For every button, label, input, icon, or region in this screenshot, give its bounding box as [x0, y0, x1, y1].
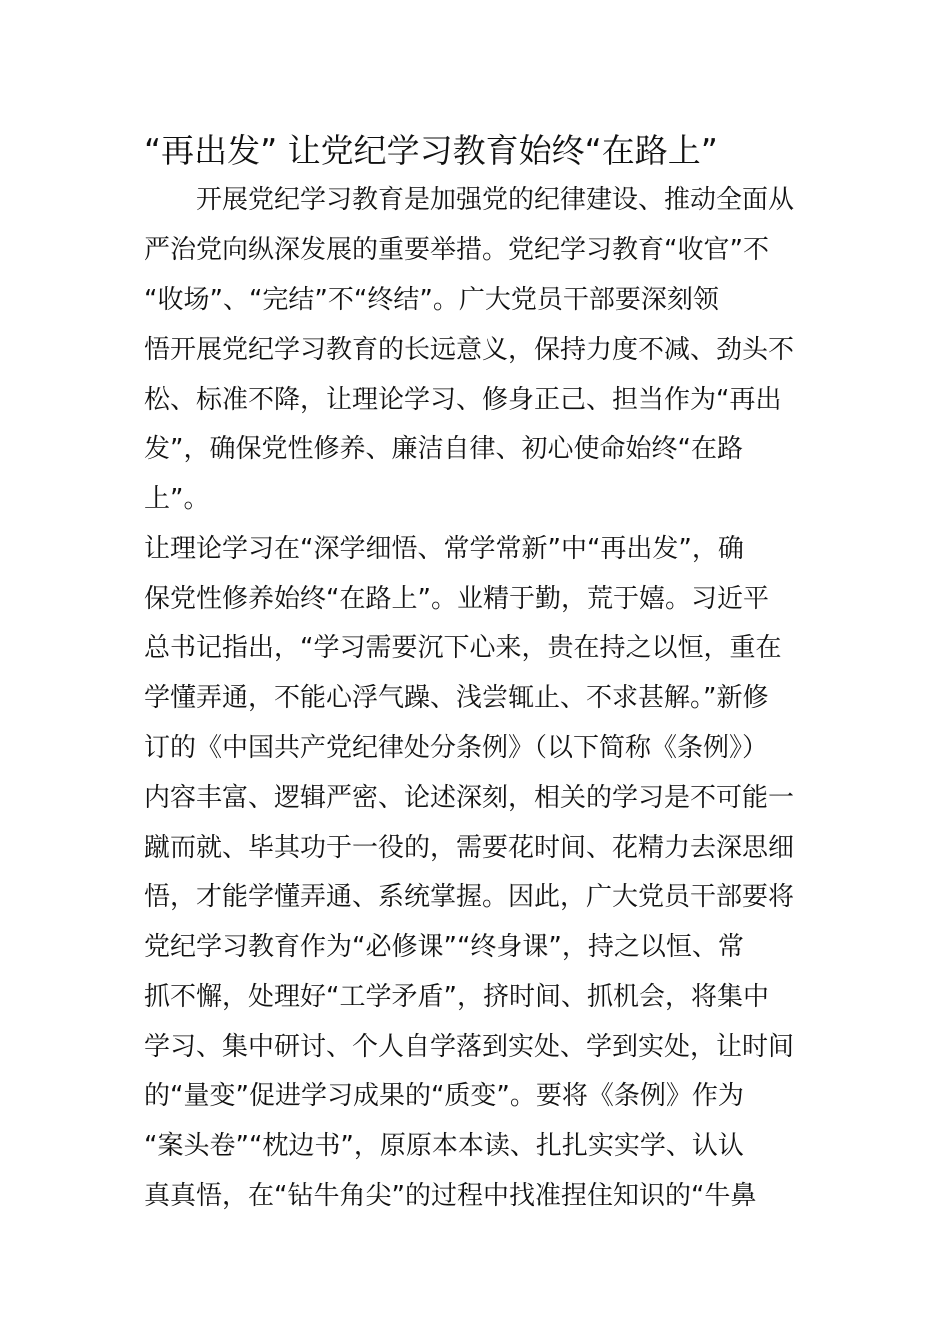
paragraph-line: 的“量变”促进学习成果的“质变”。要将《条例》作为: [144, 1081, 744, 1111]
document-title: “再出发” 让党纪学习教育始终“在路上”: [144, 131, 718, 170]
paragraph-line: “收场”、“完结”不“终结”。广大党员干部要深刻领: [144, 285, 719, 315]
paragraph-line: 上”。: [144, 484, 210, 514]
paragraph-line: 严治党向纵深发展的重要举措。党纪学习教育“收官”不: [144, 235, 769, 265]
paragraph-line: 学懂弄通，不能心浮气躁、浅尝辄止、不求甚解。”新修: [144, 683, 769, 713]
paragraph-line: 松、标准不降，让理论学习、修身正己、担当作为“再出: [144, 385, 782, 415]
paragraph-line: 总书记指出，“学习需要沉下心来，贵在持之以恒，重在: [144, 633, 782, 663]
paragraph-line: 开展党纪学习教育是加强党的纪律建设、推动全面从: [144, 185, 795, 215]
paragraph-line: 党纪学习教育作为“必修课”“终身课”，持之以恒、常: [144, 932, 744, 962]
paragraph-line: 保党性修养始终“在路上”。业精于勤，荒于嬉。习近平: [144, 584, 769, 614]
paragraph-line: 真真悟，在“钻牛角尖”的过程中找准捏住知识的“牛鼻: [144, 1181, 757, 1211]
paragraph-line: 让理论学习在“深学细悟、常学常新”中“再出发”，确: [144, 534, 744, 564]
paragraph-line: 学习、集中研讨、个人自学落到实处、学到实处，让时间: [144, 1032, 795, 1062]
paragraph-line: 发”，确保党性修养、廉洁自律、初心使命始终“在路: [144, 434, 743, 464]
paragraph-line: 蹴而就、毕其功于一役的，需要花时间、花精力去深思细: [144, 833, 795, 863]
paragraph-line: 订的《中国共产党纪律处分条例》（以下简称《条例》）: [144, 733, 769, 763]
paragraph-line: 内容丰富、逻辑严密、论述深刻，相关的学习是不可能一: [144, 783, 795, 813]
paragraph-line: “案头卷”“枕边书”，原原本本读、扎扎实实学、认认: [144, 1131, 744, 1161]
paragraph-line: 抓不懈，处理好“工学矛盾”，挤时间、抓机会，将集中: [144, 982, 769, 1012]
paragraph-line: 悟，才能学懂弄通、系统掌握。因此，广大党员干部要将: [144, 882, 795, 912]
paragraph-line: 悟开展党纪学习教育的长远意义，保持力度不减、劲头不: [144, 335, 795, 365]
